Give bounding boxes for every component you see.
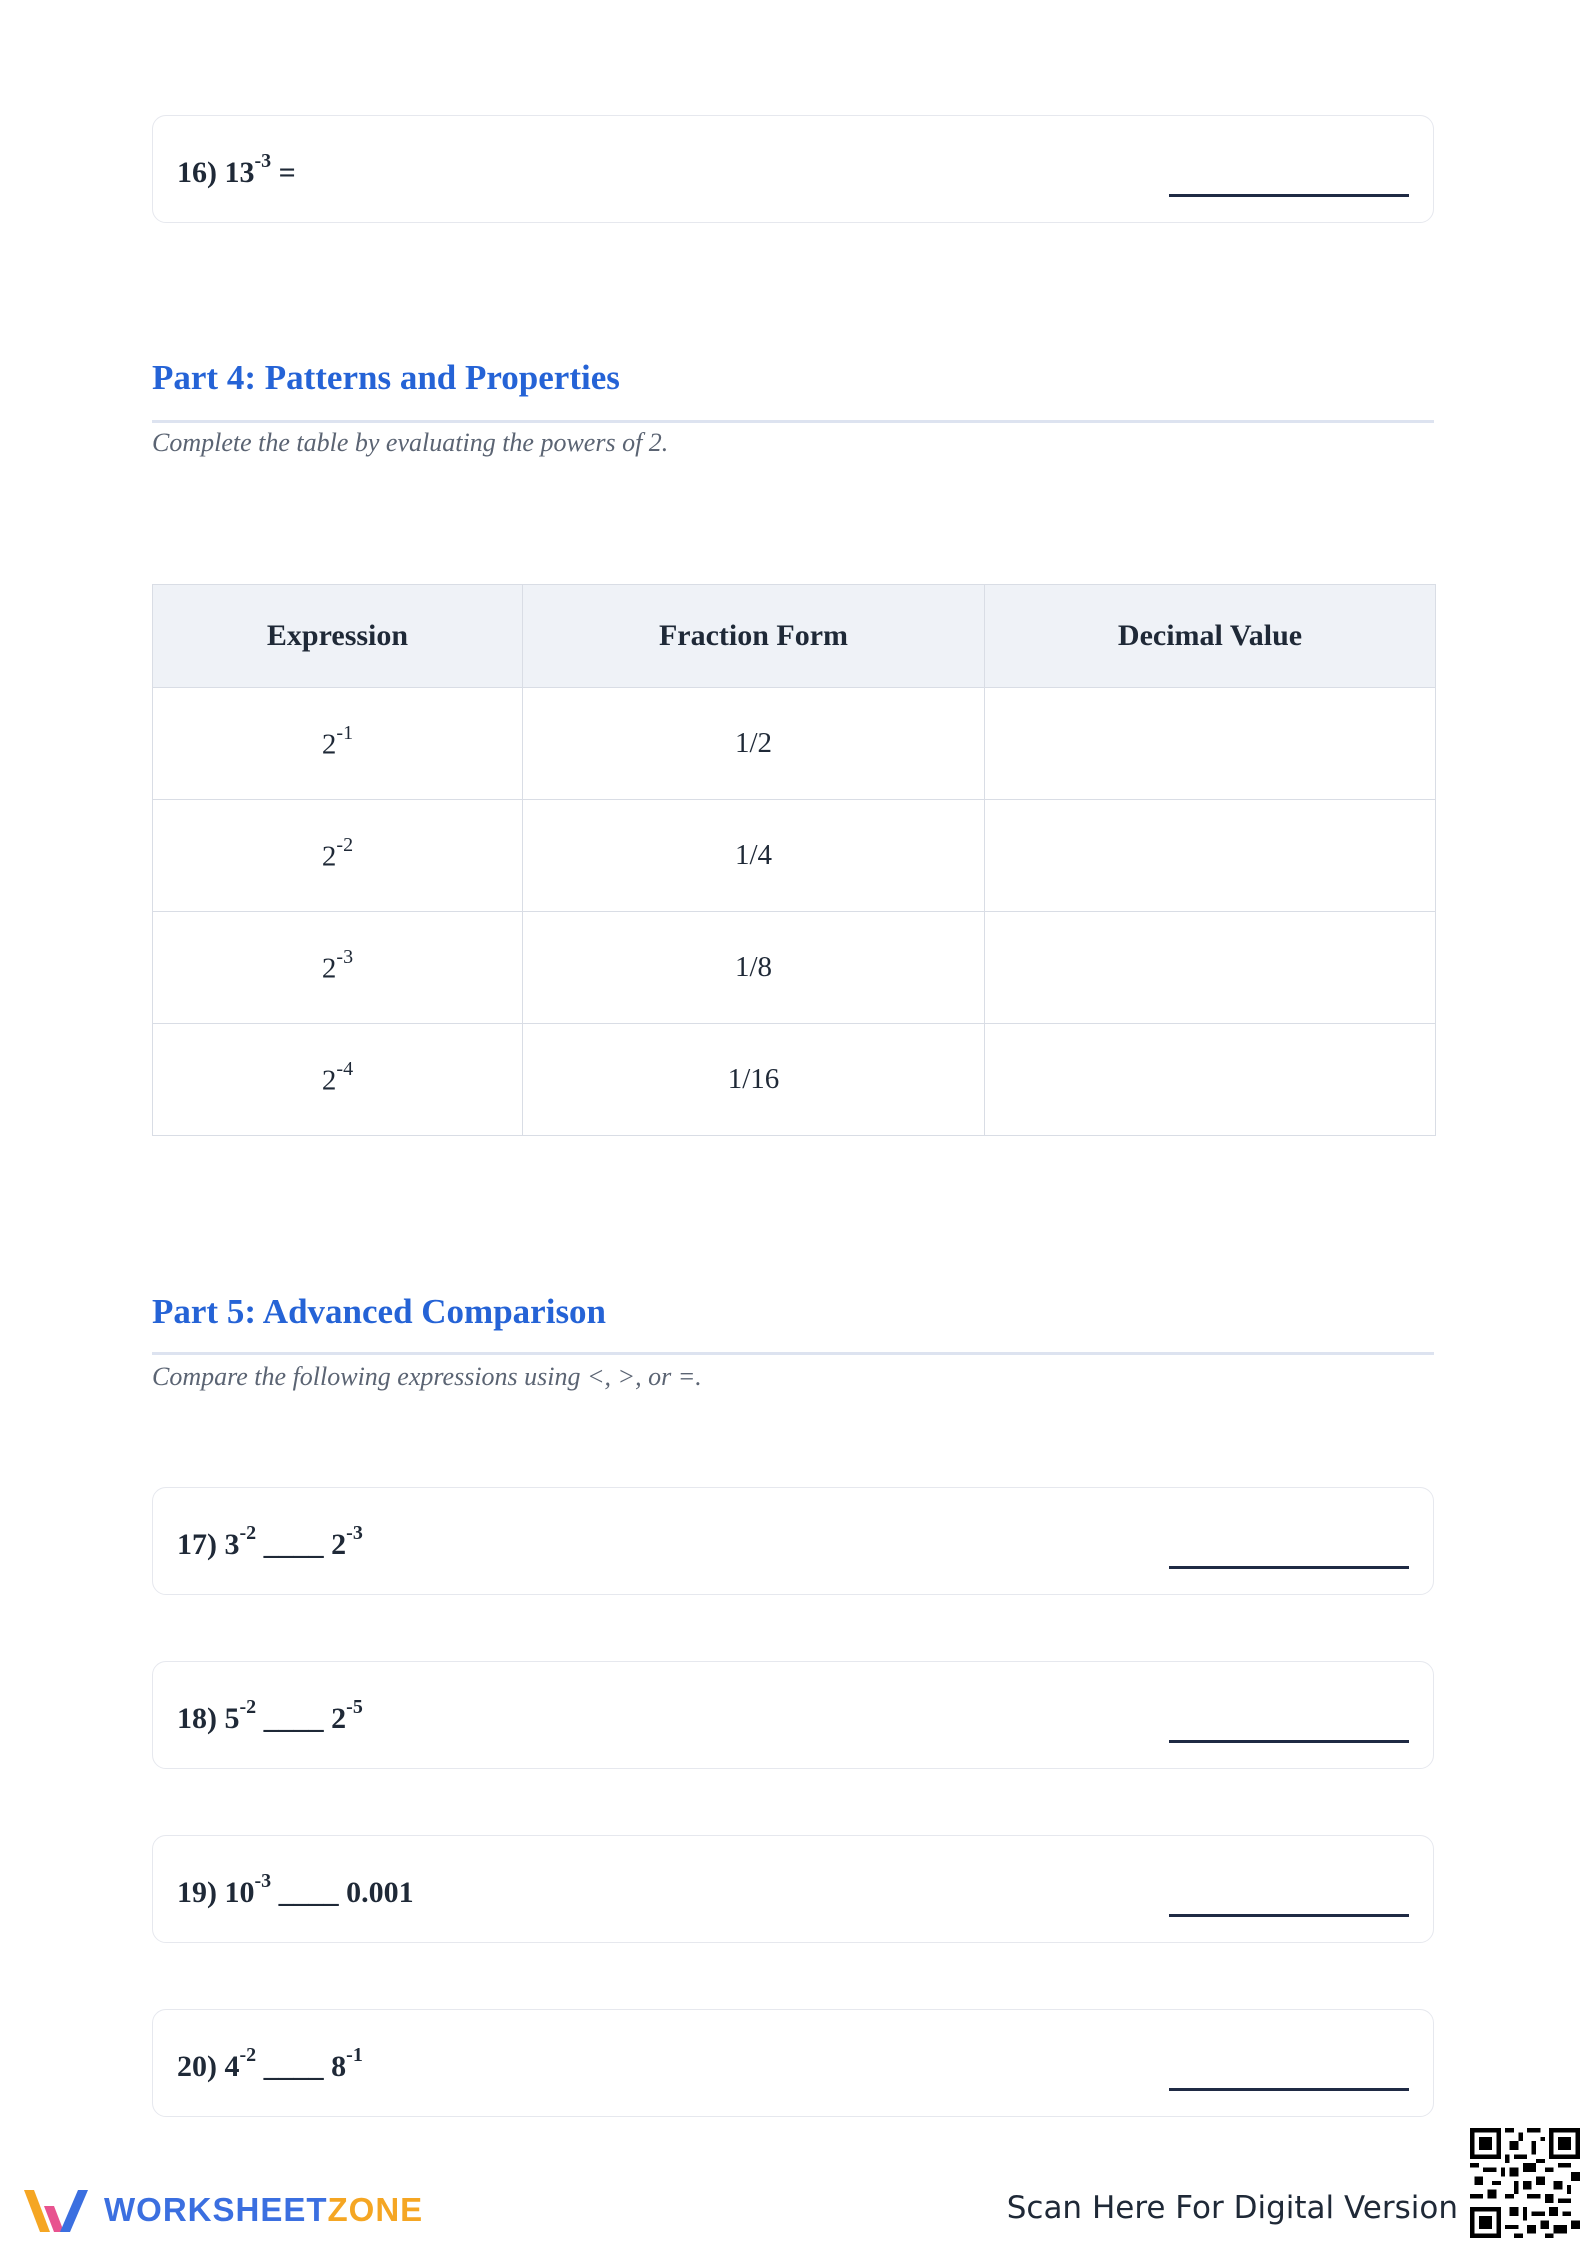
question-text: 16) $13^{-3}$ = [177,150,296,189]
answer-line[interactable] [1169,1740,1409,1743]
decimal-answer-cell[interactable] [985,688,1436,800]
qr-code-icon[interactable] [1470,2128,1580,2238]
table-row [153,800,1436,912]
decimal-answer-cell[interactable] [985,800,1436,912]
table-row [153,912,1436,1024]
table-row [153,1024,1436,1136]
worksheetzone-logo[interactable] [20,2180,423,2240]
expression-cell: $2^{-2}$ [153,800,523,912]
fraction-cell: 1/4 [523,800,985,912]
scan-caption: Scan Here For Digital Version [1006,2190,1458,2226]
question-text: 17) $3^{-2}$ ____ $2^{-3}$ [177,1522,363,1561]
fraction-cell: 1/8 [523,912,985,1024]
question-text: 19) $10^{-3}$ ____ 0.001 [177,1870,414,1909]
answer-line[interactable] [1169,194,1409,197]
logo-w-icon [20,2182,92,2238]
column-header: Fraction Form [523,585,985,688]
section-instruction: Complete the table by evaluating the powers of 2. [152,428,669,457]
decimal-answer-cell[interactable] [985,912,1436,1024]
expression-cell: $2^{-3}$ [153,912,523,1024]
expression-cell: $2^{-4}$ [153,1024,523,1136]
column-header: Decimal Value [985,585,1436,688]
answer-line[interactable] [1169,1566,1409,1569]
fraction-cell: 1/16 [523,1024,985,1136]
question-text: 20) $4^{-2}$ ____ $8^{-1}$ [177,2044,363,2083]
question-card [152,1835,1434,1943]
answer-line[interactable] [1169,1914,1409,1917]
section-title: Part 5: Advanced Comparison [152,1292,607,1331]
question-card [152,2009,1434,2117]
column-header: Expression [153,585,523,688]
expression-cell: $2^{-1}$ [153,688,523,800]
question-card [152,1487,1434,1595]
brand-name: WORKSHEETZONE [104,2191,424,2228]
section-divider [152,420,1434,423]
question-card [152,115,1434,223]
question-card [152,1661,1434,1769]
table-row [153,688,1436,800]
section-divider [152,1352,1434,1355]
question-text: 18) $5^{-2}$ ____ $2^{-5}$ [177,1696,363,1735]
powers-table [152,584,1436,1136]
fraction-cell: 1/2 [523,688,985,800]
answer-line[interactable] [1169,2088,1409,2091]
section-instruction: Compare the following expressions using <, >, or =. [152,1362,702,1391]
section-title: Part 4: Patterns and Properties [152,358,620,397]
decimal-answer-cell[interactable] [985,1024,1436,1136]
table-header-row [153,585,1436,688]
